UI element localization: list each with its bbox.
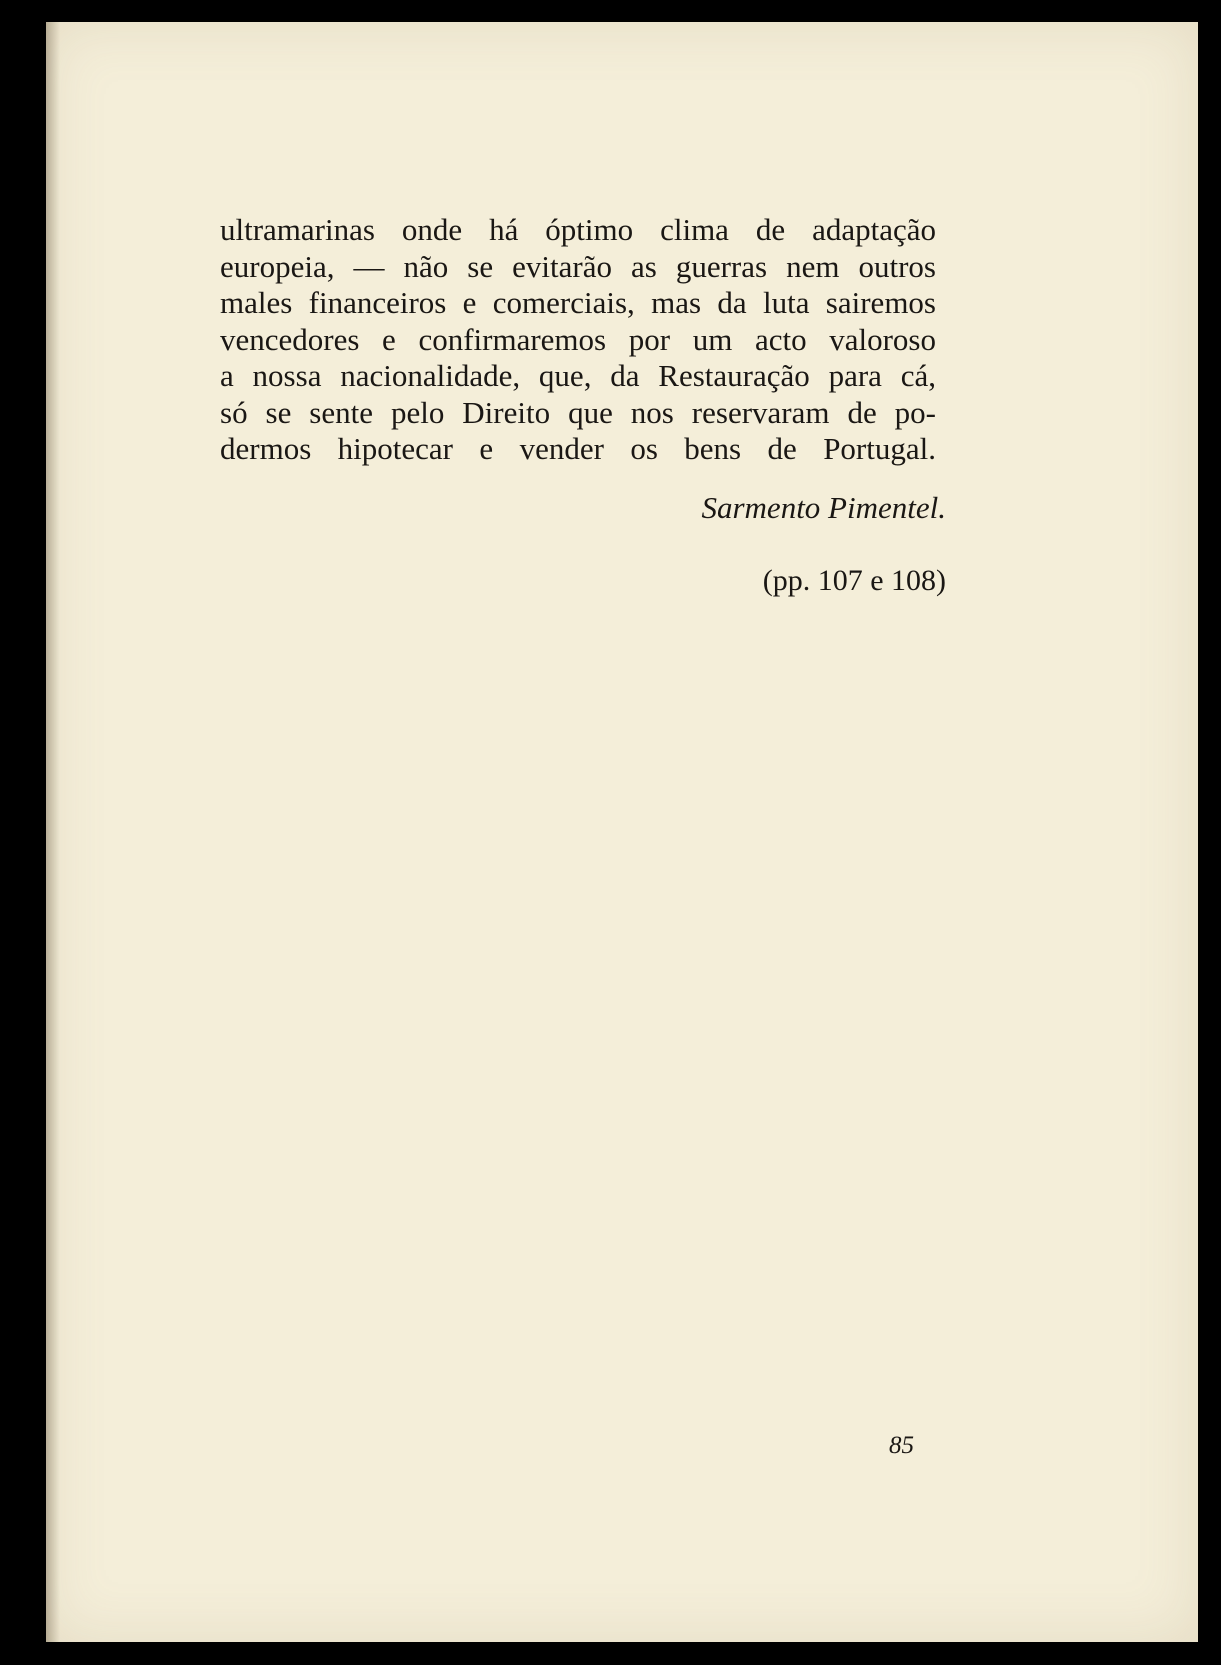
- page-number: 85: [889, 1432, 914, 1459]
- body-line: a nossa nacionalidade, que, da Restauração para cá,: [220, 358, 936, 393]
- source-reference: (pp. 107 e 108): [762, 564, 946, 597]
- body-line: vencedores e confirmaremos por um acto valoroso: [220, 321, 936, 357]
- binding-shadow: [46, 22, 60, 1642]
- body-line: só se sente pelo Direito que nos reservaram de po-: [220, 394, 936, 430]
- body-line: europeia, — não se evitarão as guerras nem outros: [220, 248, 936, 284]
- body-line: ultramarinas onde há óptimo clima de adaptação: [220, 212, 936, 247]
- body-paragraph: [220, 212, 936, 468]
- body-line: males financeiros e comerciais, mas da luta sairemos: [220, 285, 936, 320]
- book-page: [46, 22, 1198, 1642]
- body-line: dermos hipotecar e vender os bens de Portugal.: [220, 431, 936, 466]
- author-signature: Sarmento Pimentel.: [701, 490, 946, 525]
